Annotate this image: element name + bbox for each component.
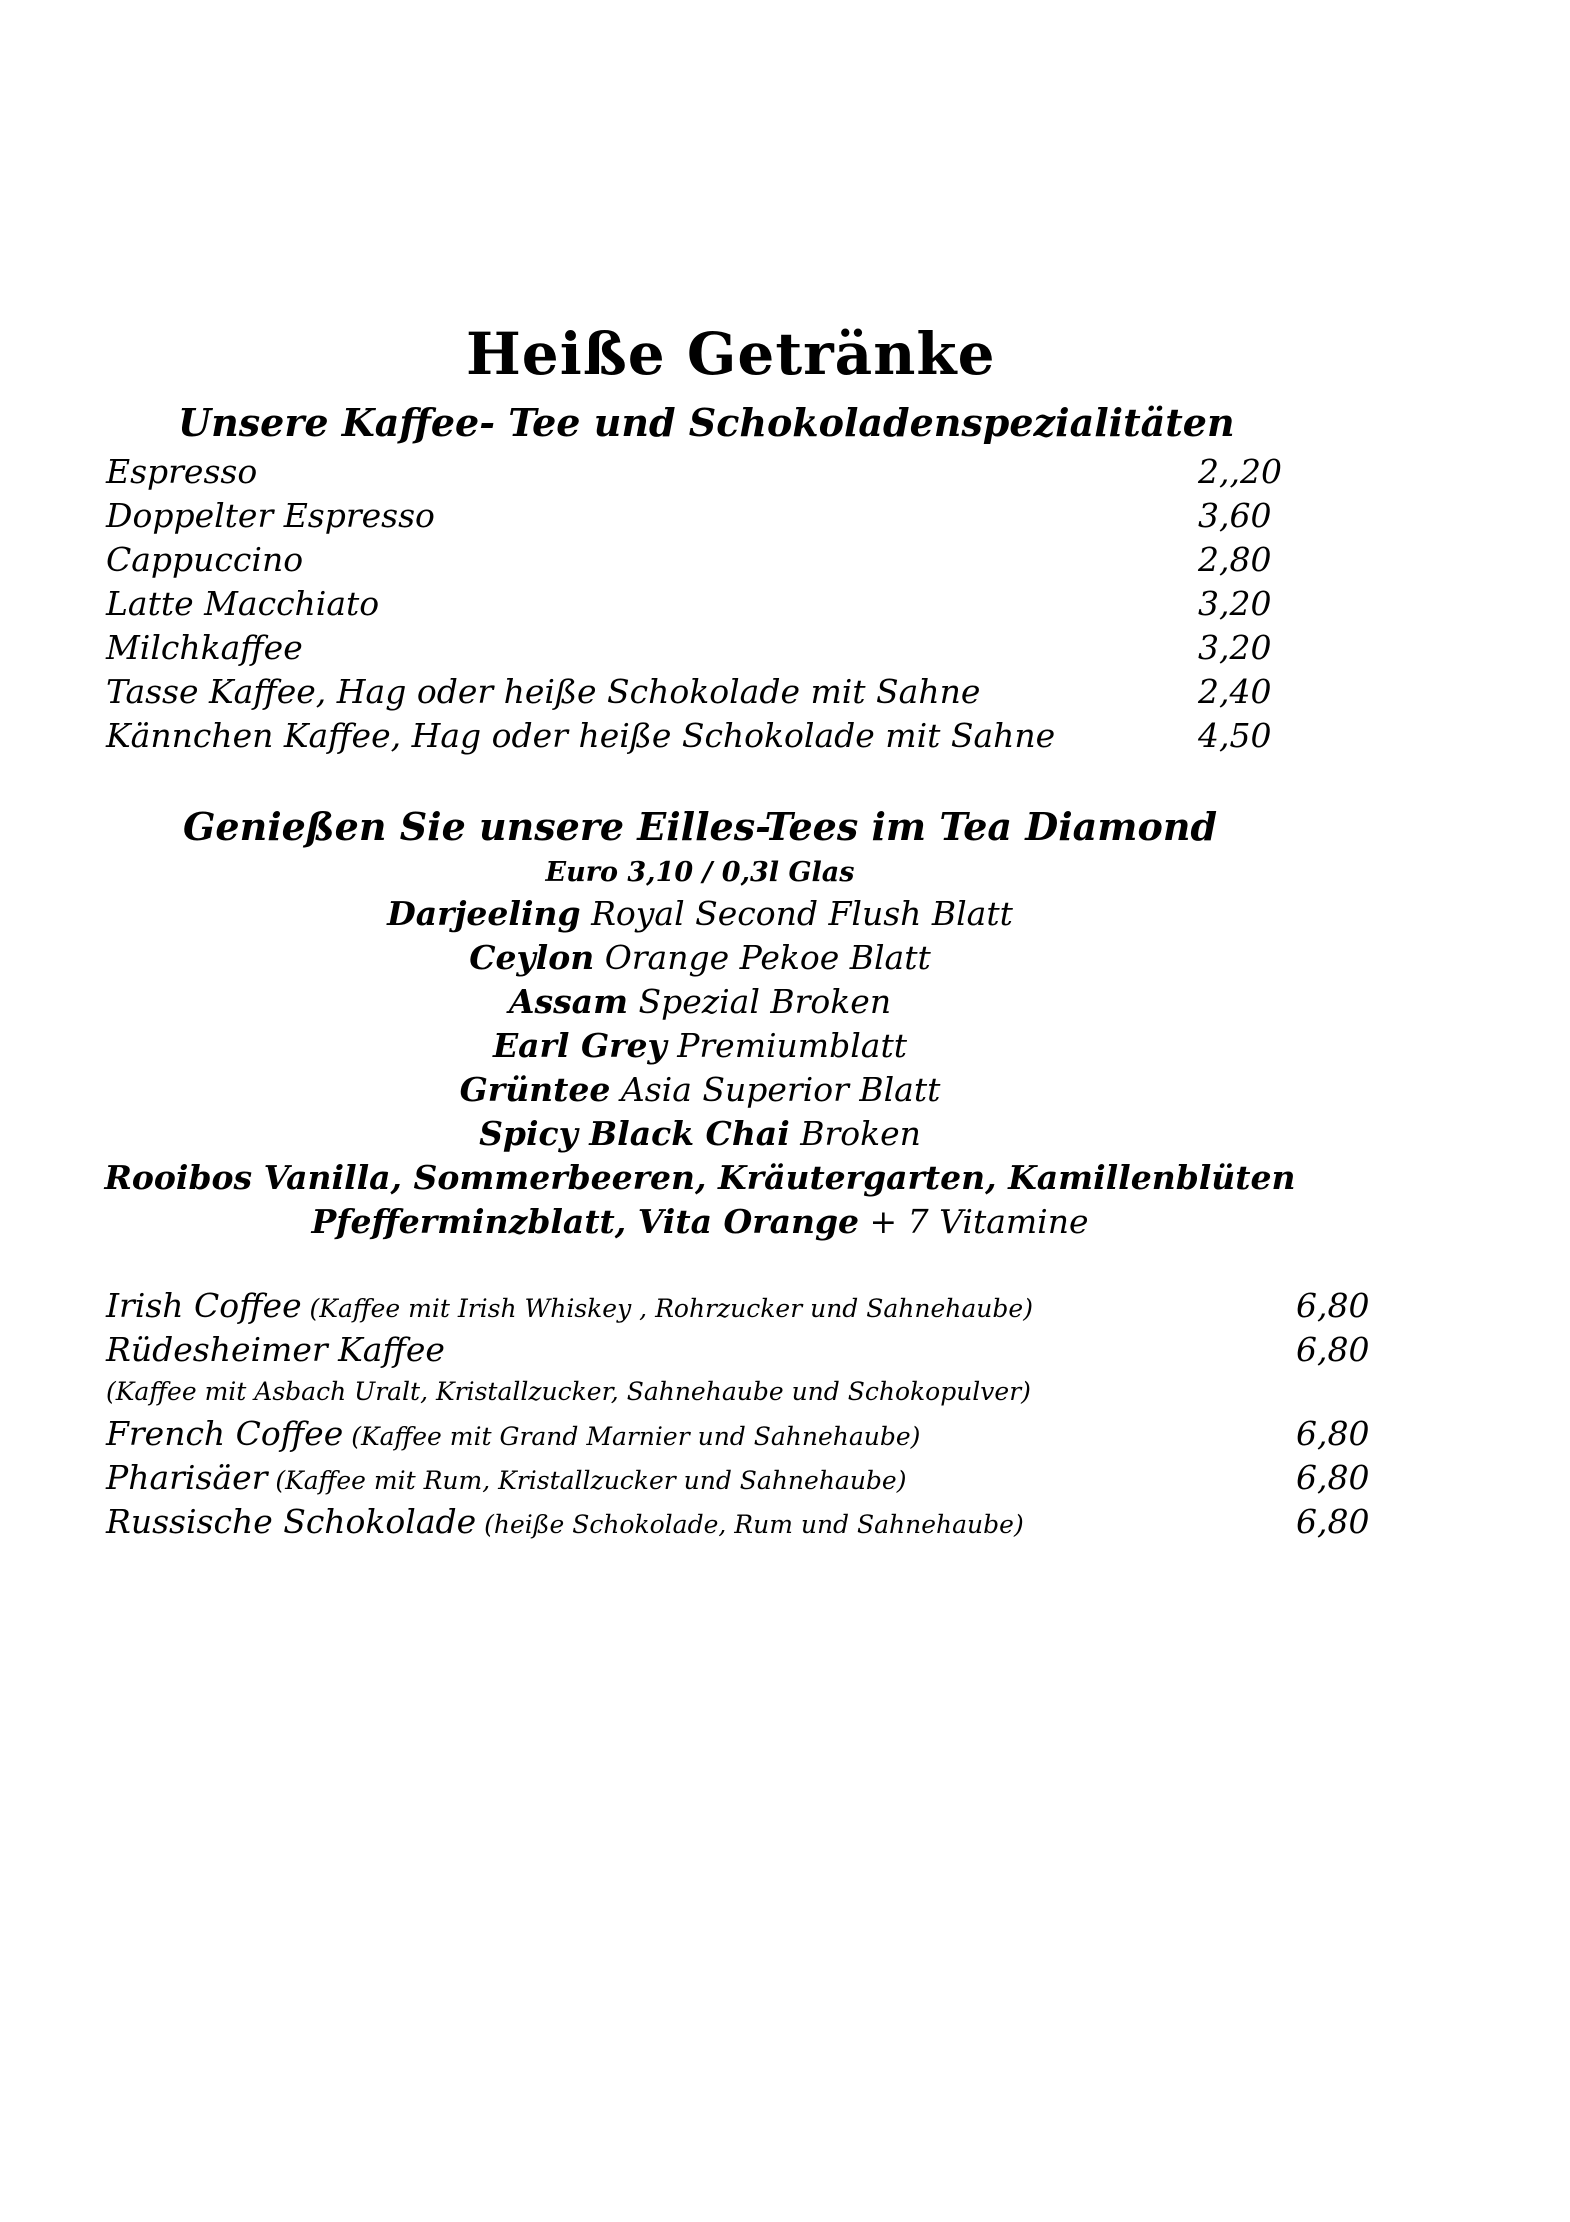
tea-description: Royal Second Flush Blatt — [580, 894, 1013, 933]
tea-line — [0, 936, 1570, 980]
tea-line — [0, 980, 1570, 1024]
item-price: 3,60 — [1198, 496, 1272, 535]
list-item — [106, 1456, 1406, 1500]
item-name: Kännchen Kaffee, Hag oder heiße Schokolade mit Sahne — [106, 716, 1056, 755]
item-description: (Kaffee mit Irish Whiskey , Rohrzucker und Sahnehaube) — [301, 1294, 1033, 1323]
item-description: (Kaffee mit Asbach Uralt, Kristallzucker, Sahnehaube und Schokopulver) — [106, 1377, 1031, 1406]
specials-list — [106, 1284, 1406, 1544]
item-price: 2,40 — [1198, 672, 1272, 711]
item-name: Doppelter Espresso — [106, 496, 435, 535]
tea-description: Asia Superior Blatt — [610, 1070, 941, 1109]
list-item — [106, 1284, 1406, 1328]
item-price: 3,20 — [1198, 584, 1272, 623]
tea-line — [0, 1156, 1570, 1200]
tea-description: Broken — [789, 1114, 921, 1153]
tea-section — [0, 800, 1570, 1244]
tea-line — [0, 892, 1570, 936]
tea-line — [0, 1200, 1570, 1244]
tea-name: Rooibos Vanilla, Sommerbeeren, Kräutergarten, Kamillenblüten — [104, 1158, 1296, 1197]
item-name: Pharisäer — [106, 1458, 268, 1497]
item-price: 4,50 — [1198, 716, 1272, 755]
item-name: Espresso — [106, 452, 258, 491]
item-name: Tasse Kaffee, Hag oder heiße Schokolade mit Sahne — [106, 672, 981, 711]
item-name: French Coffee — [106, 1414, 344, 1453]
item-price: 6,80 — [1296, 1286, 1370, 1325]
item-price: 6,80 — [1296, 1330, 1370, 1369]
item-price: 3,20 — [1198, 628, 1272, 667]
item-price: 6,80 — [1296, 1458, 1370, 1497]
tea-name: Pfefferminzblatt, Vita Orange — [311, 1202, 860, 1241]
item-name: Cappuccino — [106, 540, 304, 579]
tea-name: Spicy Black Chai — [479, 1114, 790, 1153]
list-item — [106, 670, 1286, 714]
tea-name: Ceylon — [469, 938, 595, 977]
list-item — [106, 1500, 1406, 1544]
tea-name: Earl Grey — [493, 1026, 667, 1065]
list-item — [106, 494, 1286, 538]
tea-price-line: Euro 3,10 / 0,3l Glas — [545, 857, 855, 888]
tea-description: Spezial Broken — [627, 982, 892, 1021]
coffee-list — [106, 450, 1286, 758]
list-item — [106, 1328, 1406, 1372]
tea-description: + 7 Vitamine — [859, 1202, 1089, 1241]
item-name: Milchkaffee — [106, 628, 303, 667]
list-item — [106, 582, 1286, 626]
list-item — [106, 626, 1286, 670]
item-price: 2,80 — [1198, 540, 1272, 579]
page-title: Heiße Getränke — [466, 320, 996, 388]
item-name: Latte Macchiato — [106, 584, 380, 623]
item-price: 6,80 — [1296, 1502, 1370, 1541]
tea-name: Darjeeling — [387, 894, 581, 933]
item-description: (Kaffee mit Grand Marnier und Sahnehaube) — [343, 1422, 921, 1451]
tea-description: Premiumblatt — [666, 1026, 907, 1065]
list-item — [106, 714, 1286, 758]
list-item — [106, 538, 1286, 582]
item-name: Rüdesheimer Kaffee — [106, 1330, 445, 1369]
section-subtitle: Unsere Kaffee- Tee und Schokoladenspezialitäten — [178, 400, 1235, 445]
list-item — [106, 1412, 1406, 1456]
list-item — [106, 450, 1286, 494]
item-price: 6,80 — [1296, 1414, 1370, 1453]
item-name: Russische Schokolade — [106, 1502, 477, 1541]
tea-description: Orange Pekoe Blatt — [594, 938, 931, 977]
tea-line — [0, 1112, 1570, 1156]
tea-name: Assam — [508, 982, 628, 1021]
item-price: 2,,20 — [1198, 452, 1282, 491]
tea-heading: Genießen Sie unsere Eilles-Tees im Tea Diamond — [182, 804, 1218, 849]
tea-line — [0, 1068, 1570, 1112]
item-name: Irish Coffee — [106, 1286, 302, 1325]
item-description: (heiße Schokolade, Rum und Sahnehaube) — [476, 1510, 1024, 1539]
tea-line — [0, 1024, 1570, 1068]
item-description: (Kaffee mit Rum, Kristallzucker und Sahnehaube) — [267, 1466, 907, 1495]
tea-name: Grüntee — [459, 1070, 611, 1109]
